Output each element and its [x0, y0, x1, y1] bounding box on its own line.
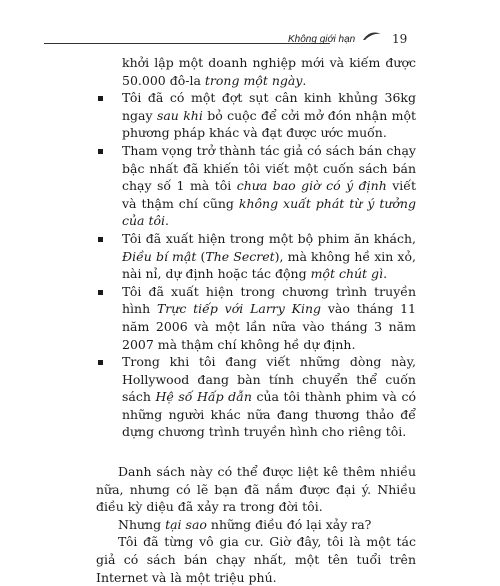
page-body	[96, 54, 416, 586]
body-text: Tôi đã từng vô gia cư. Giờ đây, tôi là một tác giả có sách bán chạy nhất, một tên tuổi trên Internet và là một triệu phú.	[96, 534, 416, 585]
body-text: Tôi đã xuất hiện trong một bộ phim ăn khách,	[122, 230, 416, 246]
paragraph	[96, 463, 416, 516]
closing-paragraphs	[96, 463, 416, 586]
body-text: (	[196, 248, 206, 264]
body-text: viết và thậm chí cũng	[122, 178, 416, 211]
body-text: ), mà không hề xin xỏ, nài nỉ, dự định hoặc tác động	[122, 248, 416, 282]
italic-text: Điều bí mật	[122, 248, 197, 264]
bullet-square-icon	[98, 149, 103, 154]
body-text: Tôi đã xuất hiện trong chương trình truyền hình	[122, 283, 416, 317]
italic-text: một chút gì	[310, 266, 384, 282]
bullet-square-icon	[98, 360, 103, 365]
bullet-square-icon	[98, 237, 103, 242]
paragraph	[96, 516, 416, 534]
body-text: .	[302, 72, 307, 88]
page-header	[0, 26, 500, 50]
list-item	[96, 142, 416, 230]
italic-text: tại sao	[165, 516, 207, 532]
list-item	[96, 283, 416, 353]
italic-text: không xuất phát từ ý tưởng của tôi	[122, 195, 416, 229]
list-item	[96, 353, 416, 441]
italic-text: chưa bao giờ có ý định	[236, 178, 387, 194]
italic-text: Hệ số Hấp dẫn	[155, 389, 252, 405]
body-text: khởi lập một doanh nghiệp mới và kiếm được 50.000 đô-la	[122, 55, 416, 88]
body-text: Tham vọng trở thành tác giả có sách bán chạy bậc nhất đã khiến tôi viết một cuốn sách bán chạy số 1 mà tôi	[122, 142, 416, 194]
bullet-square-icon	[98, 290, 103, 295]
body-text: những điều đó lại xảy ra?	[206, 516, 372, 532]
body-text: Trong khi tôi đang viết những dòng này, Hollywood đang bàn tính chuyển thể cuốn sách	[122, 354, 416, 405]
body-text: của tôi thành phim và có những người khác nữa đang thương thảo để dựng chương trình truyền hình cho riêng tôi.	[122, 389, 416, 440]
body-text: .	[383, 266, 388, 282]
section-gap	[96, 441, 416, 463]
italic-text: sau khi	[156, 107, 203, 123]
body-text: vào tháng 11 năm 2006 và một lần nữa vào tháng 3 năm 2007 mà thậm chí không hề dự định.	[122, 301, 416, 352]
body-text: Tôi đã có một đợt sụt cân kinh khủng 36kg ngay	[122, 90, 416, 123]
list-item	[96, 54, 416, 89]
bullet-square-icon	[98, 96, 103, 101]
italic-text: The Secret	[205, 248, 275, 264]
body-text: .	[165, 213, 170, 229]
paragraph	[96, 533, 416, 586]
body-text: Nhưng	[118, 516, 166, 532]
body-text: bỏ cuộc để cởi mở đón nhận một phương pháp khác và đạt được ước muốn.	[122, 107, 417, 141]
swash-ornament-icon	[362, 30, 382, 42]
achievement-list	[96, 54, 416, 441]
italic-text: Trực tiếp với Larry King	[156, 301, 322, 317]
page-number: 19	[392, 32, 408, 46]
running-title: Không giới hạn	[288, 34, 356, 45]
body-text: Danh sách này có thể được liệt kê thêm nhiều nữa, nhưng có lẽ bạn đã nắm được đại ý. Nhiều điều kỳ diệu đã xảy ra trong đời tôi.	[96, 464, 416, 515]
list-item	[96, 230, 416, 283]
italic-text: trong một ngày	[204, 72, 303, 88]
list-item	[96, 89, 416, 142]
